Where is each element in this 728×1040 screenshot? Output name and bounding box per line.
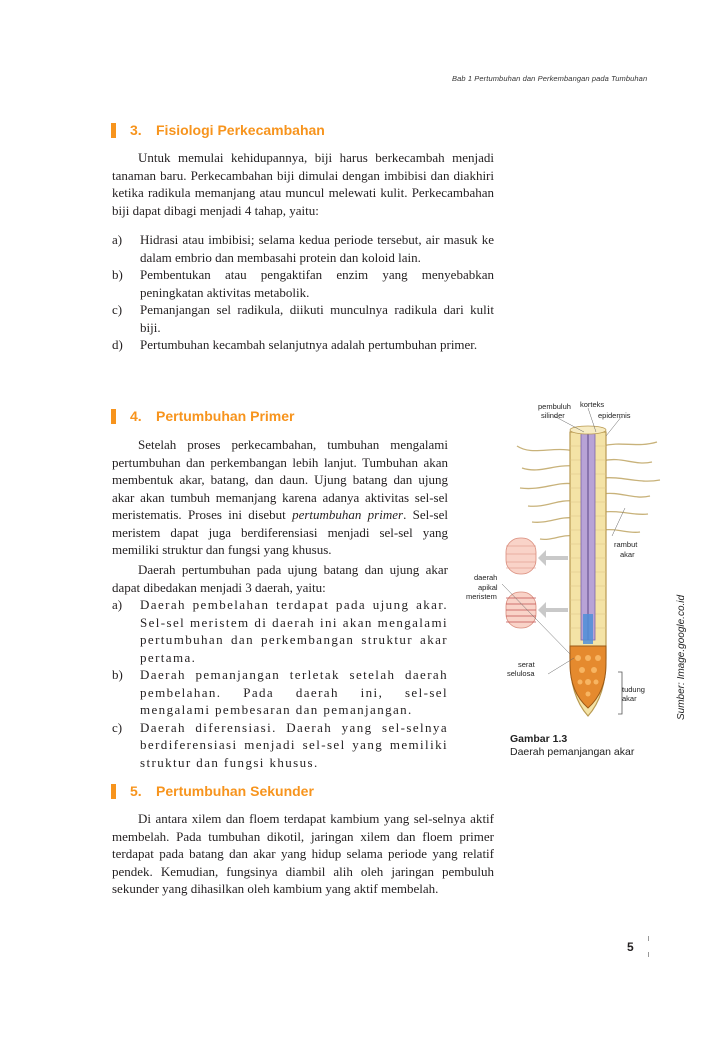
figure-source: Sumber: Image.google.co.id (676, 594, 687, 720)
list-item: c) Daerah diferensiasi. Daerah yang sel-selnya berdiferensiasi menjadi sel-sel yang memiliki struktur dan fungsi khusus. (112, 719, 448, 770)
label-daerah: daerah (474, 573, 498, 582)
sec3-list (112, 231, 494, 354)
label-serat: serat (518, 660, 535, 669)
section-title: Pertumbuhan Sekunder (156, 783, 314, 799)
label-akar: akar (620, 550, 635, 559)
label-akar-cap: akar (622, 694, 637, 703)
label-meristem: meristem (466, 592, 497, 601)
label-selulosa: selulosa (507, 669, 535, 678)
label-apikal: apikal (478, 583, 498, 592)
list-item: c) Pemanjangan sel radikula, diikuti munculnya radikula dari kulit biji. (112, 302, 494, 335)
section-4-heading (111, 407, 294, 425)
caption-title: Gambar 1.3 (510, 733, 568, 745)
crop-mark (648, 952, 649, 957)
list-item: a) Daerah pembelahan terdapat pada ujung akar. Sel-sel meristem di daerah ini akan mengalami pertumbuhan dan perkembangan struktur akar pertama. (112, 597, 448, 665)
label-korteks: korteks (580, 400, 605, 409)
sec4-list (112, 596, 448, 771)
label-rambut: rambut (614, 540, 638, 549)
label-tudung: tudung (622, 685, 645, 694)
accent-bar (111, 123, 116, 138)
caption-text: Daerah pemanjangan akar (510, 746, 635, 758)
accent-bar (111, 784, 116, 799)
list-item: d) Pertumbuhan kecambah selanjutnya adalah pertumbuhan primer. (112, 337, 478, 352)
list-item: b) Daerah pemanjangan terletak setelah daerah pembelahan. Pada daerah ini, sel-sel mengalami pembesaran dan pemanjangan. (112, 667, 448, 717)
sec4-paragraph-2: Daerah pertumbuhan pada ujung batang dan ujung akar dapat dibedakan menjadi 3 daerah, yaitu: (112, 562, 448, 595)
section-number: 3. (130, 122, 142, 138)
running-header: Bab 1 Pertumbuhan dan Perkembangan pada Tumbuhan (452, 74, 648, 83)
section-3-heading (111, 121, 325, 139)
sec4-paragraph-1: Setelah proses perkecambahan, tumbuhan mengalami pertumbuhan dan perkembangan lebih lanjut. Tumbuhan akan membentuk akar, batang, dan daun. Ujung batang dan ujung akar akan tumbuh memanjang karena adanya aktivitas sel-sel meristematis. Proses ini disebut pertumbuhan primer. Sel-sel meristem dapat juga berdiferensiasi menjadi sel-sel yang memiliki struktur dan fungsi yang khusus. (112, 437, 448, 557)
label-pembuluh: pembuluh (538, 402, 571, 411)
section-5-heading (111, 782, 314, 800)
list-item: b) Pembentukan atau pengaktifan enzim yang menyebabkan peningkatan aktivitas metabolik. (112, 267, 494, 300)
section-title: Pertumbuhan Primer (156, 408, 295, 424)
list-item: a) Hidrasi atau imbibisi; selama kedua periode tersebut, air masuk ke dalam embrio dan membasahi protein dan koloid lain. (112, 232, 494, 265)
sec3-intro: Untuk memulai kehidupannya, biji harus berkecambah menjadi tanaman baru. Perkecambahan biji dimulai dengan imbibisi dan diakhiri ketika radikula memanjang atau muncul melewati kulit. Perkecambahan biji dapat dibagi menjadi 4 tahap, yaitu: (112, 150, 494, 218)
label-silinder: silinder (541, 411, 565, 420)
section-number: 4. (130, 408, 142, 424)
accent-bar (111, 409, 116, 424)
crop-mark (648, 936, 649, 941)
label-epidermis: epidermis (598, 411, 631, 420)
section-title: Fisiologi Perkecambahan (156, 122, 325, 138)
figure-caption (510, 733, 634, 759)
section-number: 5. (130, 783, 142, 799)
sec5-paragraph: Di antara xilem dan floem terdapat kambium yang sel-selnya aktif membelah. Pada tumbuhan dikotil, jaringan xilem dan floem primer terdapat pada batang dan akar yang hidup selama periode yang relatif pendek. Kemudian, fungsinya diambil alih oleh jaringan pembuluh sekunder yang dihasilkan oleh kambium yang aktif membelah. (112, 811, 494, 896)
italic-term: pertumbuhan primer (292, 507, 404, 522)
page-number: 5 (627, 940, 634, 954)
